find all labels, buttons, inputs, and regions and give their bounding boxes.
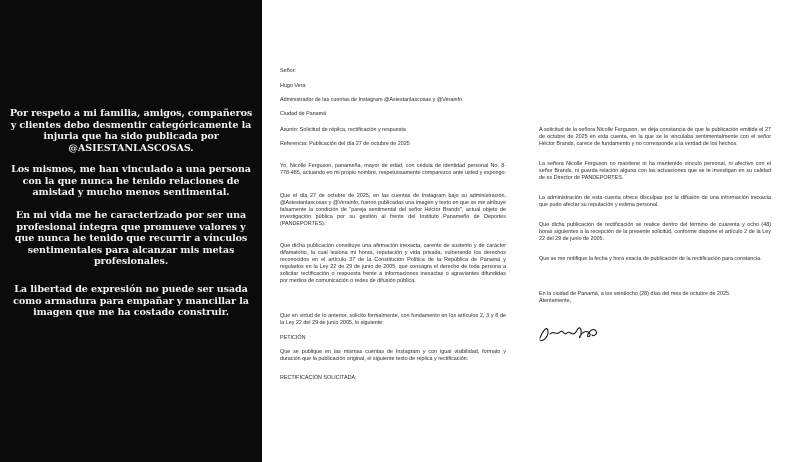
closing-date: En la ciudad de Panamá, a los veintiocho (28) días del mes de octubre de 2025. <box>539 291 731 297</box>
rectification-heading: RECTIFICACIÓN SOLICITADA: <box>280 375 357 381</box>
statement-paragraph-3: En mi vida me he caracterizado por ser una profesional íntegra que promueve valores y que nunca he tenido que recurrir a vínculos sentimentales para alcanzar mis metas profesionales. <box>14 210 248 268</box>
salutation: Señor: <box>280 68 296 74</box>
statement-panel <box>0 0 262 462</box>
fact-paragraph-2: Que dicha publicación constituye una afirmación inexacta, carente de sustento y de carácter difamatorio, la cual lesiona mi honra, reputación y vida privada, vulnerando los derechos reconocidos en el artículo 37 de la Constitución Política de la República de Panamá y regulados en la Ley 22 de 29 de junio de 2005, que consagra el derecho de toda persona a solicitar rectificación o respuesta frente a informaciones inexactas o agraviantes difundidas por medios de comunicación o redes de difusión pública. <box>280 243 506 285</box>
request-paragraph-1: Que dicha publicación de rectificación se realice dentro del término de cuarenta y ocho (48) horas siguientes a la recepción de la presente solicitud, conforme dispone el artículo 2 de la Ley 22 del 29 de junio de 2005. <box>539 222 771 243</box>
rectification-paragraph-2: La señora Nicolle Ferguson no mantiene ni ha mantenido vínculo personal, ni afectivo con el señor Brands, ni guarda relación alguna con las actuaciones que se le investigan en su calidad de ex Director de PANDEPORTES. <box>539 161 771 182</box>
letter-page-left <box>262 0 524 462</box>
handwritten-signature <box>536 322 606 346</box>
statement-paragraph-1: Por respeto a mi familia, amigos, compañeros y clientes debo desmentir categóricamente la injuria que ha sido publicada por @ASIESTANLASCOSAS. <box>9 108 253 154</box>
recipient-name: Hugo Vera <box>280 83 306 89</box>
recipient-role: Administrador de las cuentas de Instagram @Asiestanlascosas y @Verainfo <box>280 97 463 103</box>
statement-paragraph-2: Los mismos, me han vinculado a una persona con la que nunca he tenido relaciones de amistad y mucho menos sentimental. <box>11 164 251 199</box>
recipient-city: Ciudad de Panamá <box>280 111 327 117</box>
subject-line: Asunto: Solicitud de réplica, rectificación y respuesta <box>280 127 406 133</box>
reference-line: Referencia: Publicación del día 27 de octubre de 2025 <box>280 141 410 147</box>
petition-paragraph: Que se publique en las mismas cuentas de Instagram y con igual visibilidad, formato y duración que la publicación original, el siguiente texto de réplica y rectificación: <box>280 349 506 363</box>
intro-paragraph: Yo, Nicolle Ferguson, panameña, mayor de edad, con cédula de identidad personal No. 8-778-485, actuando en mi propio nombre, respetuosamente comparezco ante usted y expongo: <box>280 163 506 177</box>
fact-paragraph-3: Que en virtud de lo anterior, solicito formalmente, con fundamento en los artículos 2, 3 y 8 de la Ley 22 del 29 de junio 2005, lo siguiente: <box>280 313 506 327</box>
petition-heading: PETICIÓN <box>280 335 306 341</box>
statement-paragraph-4: La libertad de expresión no puede ser usada como armadura para empañar y mancillar la imagen que me ha costado construir. <box>13 284 249 319</box>
rectification-paragraph-1: A solicitud de la señora Nicolle Ferguson, se deja constancia de que la publicación emitida el 27 de octubre de 2025 en esta cuenta, en la que se le vinculaba sentimentalmente con el señor Héctor Brands, carece de fundamento y no corresponde a la verdad de los hechos. <box>539 127 771 148</box>
letter-page-right <box>524 0 785 462</box>
fact-paragraph-1: Que el día 27 de octubre de 2025, en las cuentas de Instagram bajo su administración, @Asiestanlascosas y @Verainfo, fueron publicadas una imagen y texto en que se me atribuye falsamente la condición de "pareja sentimental del señor Héctor Brands", actual objeto de investigación pública por su gestión al frente del Instituto Panameño de Deportes (PANDEPORTES). <box>280 193 506 228</box>
request-paragraph-2: Que se me notifique la fecha y hora exacta de publicación de la rectificación para constancia. <box>539 256 762 262</box>
valediction: Atentamente, <box>539 298 572 304</box>
rectification-paragraph-3: La administración de esta cuenta ofrece disculpas por la difusión de una información inexacta que pudo afectar su reputación y estima personal. <box>539 195 771 209</box>
